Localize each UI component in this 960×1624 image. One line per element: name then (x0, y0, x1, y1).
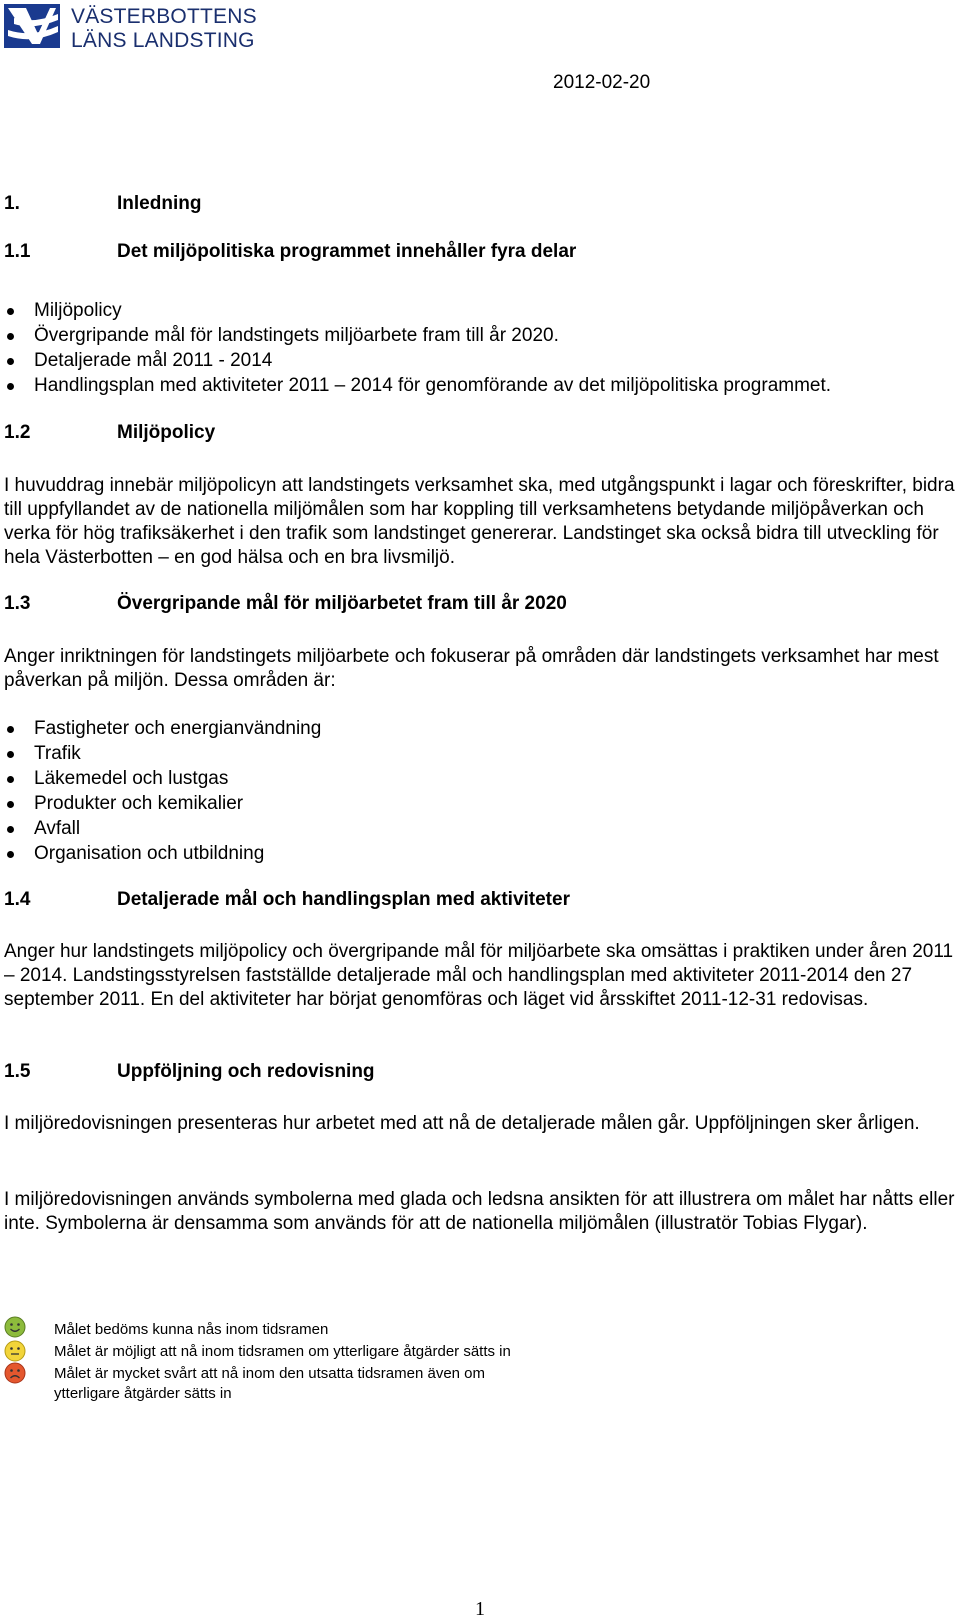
program-parts-list (4, 298, 831, 398)
heading-1-5 (4, 1061, 375, 1083)
happy-face-icon (4, 1316, 26, 1338)
focus-areas-list (4, 716, 321, 866)
list-item: Läkemedel och lustgas (4, 766, 321, 791)
paragraph-detaljerade: Anger hur landstingets miljöpolicy och övergripande mål för miljöarbete ska omsättas i praktiken under åren 2011 – 2014. Landstingsstyrelsen fastställde detaljerade mål och handlingsplan med aktiviteter 2011-2014 den 27 september 2011. En del aktiviteter har börjat genomföras och läget vid årsskiftet 2011-12-31 redovisas. (4, 941, 954, 1010)
list-item: Detaljerade mål 2011 - 2014 (4, 348, 831, 373)
list-item: Fastigheter och energianvändning (4, 716, 321, 741)
paragraph-uppfoljning: I miljöredovisningen presenteras hur arbetet med att nå de detaljerade målen går. Uppföljningen sker årligen. (4, 1113, 920, 1134)
legend-text: Målet är möjligt att nå inom tidsramen om ytterligare åtgärder sätts in (54, 1343, 511, 1360)
page-number: 1 (475, 1598, 485, 1620)
paragraph-symboler: I miljöredovisningen används symbolerna med glada och ledsna ansikten för att illustrera om målet har nåtts eller inte. Symbolerna är densamma som används för att de nationella miljömålen (illustratör Tobias Flygar). (4, 1189, 955, 1234)
paragraph-overgripande: Anger inriktningen för landstingets miljöarbete och fokuserar på områden där landstingets verksamhet har mest påverkan på miljön. Dessa områden är: (4, 646, 939, 691)
list-item: Övergripande mål för landstingets miljöarbete fram till år 2020. (4, 323, 831, 348)
heading-title: Inledning (117, 193, 202, 214)
logo-wordmark (71, 5, 257, 53)
heading-title: Miljöpolicy (117, 422, 216, 443)
list-item: Handlingsplan med aktiviteter 2011 – 2014 för genomförande av det miljöpolitiska programmet. (4, 373, 831, 398)
sad-face-icon (4, 1362, 26, 1384)
heading-1-2 (4, 422, 215, 444)
heading-title: Uppföljning och redovisning (117, 1061, 375, 1082)
heading-title: Detaljerade mål och handlingsplan med aktiviteter (117, 889, 570, 910)
list-item: Organisation och utbildning (4, 841, 321, 866)
heading-number: 1. (4, 193, 20, 214)
logo-line-1: VÄSTERBOTTENS (71, 5, 257, 28)
legend-text-continued: ytterligare åtgärder sätts in (54, 1385, 232, 1402)
heading-number: 1.3 (4, 593, 31, 614)
list-item: Trafik (4, 741, 321, 766)
heading-number: 1.2 (4, 422, 31, 443)
heading-title: Övergripande mål för miljöarbetet fram till år 2020 (117, 593, 567, 614)
logo-line-2: LÄNS LANDSTING (71, 29, 255, 52)
neutral-face-icon (4, 1340, 26, 1362)
heading-number: 1.1 (4, 241, 31, 262)
list-item: Miljöpolicy (4, 298, 831, 323)
heading-title: Det miljöpolitiska programmet innehåller fyra delar (117, 241, 577, 262)
logo (4, 4, 257, 50)
heading-number: 1.4 (4, 889, 31, 910)
landsting-logo-icon (4, 4, 60, 48)
paragraph-miljopolicy: I huvuddrag innebär miljöpolicyn att landstingets verksamhet ska, med utgångspunkt i lagar och föreskrifter, bidra till uppfyllandet av de nationella miljömålen som har koppling till verksamhetens betydande miljöpåverkan och verka för hög trafiksäkerhet i den trafik som landstinget genererar. Landstinget ska också bidra till utveckling för hela Västerbotten – en god hälsa och en bra livsmiljö. (4, 475, 955, 568)
legend-text: Målet bedöms kunna nås inom tidsramen (54, 1321, 329, 1338)
heading-1-4 (4, 889, 570, 911)
document-date: 2012-02-20 (553, 72, 651, 93)
heading-1-1 (4, 241, 576, 263)
heading-1 (4, 193, 201, 215)
list-item: Produkter och kemikalier (4, 791, 321, 816)
heading-number: 1.5 (4, 1061, 31, 1082)
heading-1-3 (4, 593, 567, 615)
legend-text: Målet är mycket svårt att nå inom den utsatta tidsramen även om (54, 1365, 486, 1382)
list-item: Avfall (4, 816, 321, 841)
